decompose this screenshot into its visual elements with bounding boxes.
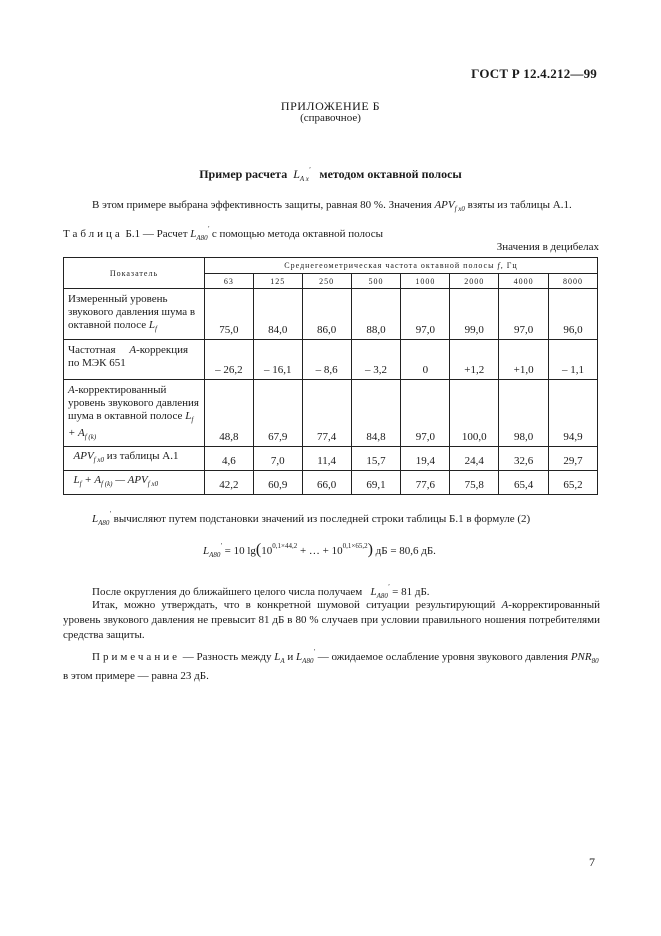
table-cell: 98,0 xyxy=(499,380,549,447)
indicator-header: Показатель xyxy=(64,258,205,289)
freq-cell: 4000 xyxy=(499,274,549,289)
rounding-paragraph: После округления до ближайшего целого числа получаем $L_{A80}' = 81$ дБ. xyxy=(92,583,430,600)
table-cell: 77,6 xyxy=(401,471,450,495)
row-label: $L_f + A_{f (k)}$ — $APV_{f x0}$ xyxy=(64,471,205,495)
table-cell: 32,6 xyxy=(499,447,549,471)
table-cell: 29,7 xyxy=(549,447,598,471)
table-cell: 66,0 xyxy=(302,471,351,495)
row-label: Измеренный уровень звукового давления шума в октавной полосе $L_f$ xyxy=(64,289,205,340)
intro-paragraph: В этом примере выбрана эффективность защиты, равная 80 %. Значения $APV_{f x0}$ взяты из таблицы А.1. xyxy=(92,199,572,213)
table-cell: 67,9 xyxy=(253,380,302,447)
table-cell: – 26,2 xyxy=(204,340,253,380)
note-paragraph: Примечание — Разность между $L_A$ и $L_{A80}'$ — ожидаемое ослабление уровня звукового давления $PNR_{80}$ в этом примере — равна 23 дБ. xyxy=(63,648,599,682)
table-cell: 69,1 xyxy=(351,471,401,495)
formula: $L_{A80}' = 10$ $\lg(10^{0,1\times 44,2}$ + … + $10^{0,1\times 65,2}$) дБ = 80,6 дБ. xyxy=(203,541,436,559)
table-cell: – 1,1 xyxy=(549,340,598,380)
appendix-subtitle: (справочное) xyxy=(300,112,361,124)
table-cell: 97,0 xyxy=(499,289,549,340)
table-cell: 99,0 xyxy=(450,289,499,340)
table-cell: +1,0 xyxy=(499,340,549,380)
table-cell: 84,8 xyxy=(351,380,401,447)
calc-table xyxy=(63,257,598,495)
table-cell: 24,4 xyxy=(450,447,499,471)
table-row xyxy=(64,471,598,495)
table-cell: 7,0 xyxy=(253,447,302,471)
table-cell: 4,6 xyxy=(204,447,253,471)
table-cell: 97,0 xyxy=(401,289,450,340)
freq-cell: 8000 xyxy=(549,274,598,289)
table-row xyxy=(64,380,598,447)
table-cell: 84,0 xyxy=(253,289,302,340)
table-cell: 94,9 xyxy=(549,380,598,447)
freq-cell: 125 xyxy=(253,274,302,289)
table-cell: 86,0 xyxy=(302,289,351,340)
freq-cell: 250 xyxy=(302,274,351,289)
table-row xyxy=(64,340,598,380)
table-cell: 48,8 xyxy=(204,380,253,447)
freq-cell: 2000 xyxy=(450,274,499,289)
table-cell: 100,0 xyxy=(450,380,499,447)
table-cell: 75,8 xyxy=(450,471,499,495)
table-caption: Таблица Б.1 — Расчет $L_{A80}'$ с помощью метода октавной полосы xyxy=(63,225,384,242)
table-cell: 60,9 xyxy=(253,471,302,495)
page-number: 7 xyxy=(589,855,595,869)
table-cell: 97,0 xyxy=(401,380,450,447)
table-cell: – 8,6 xyxy=(302,340,351,380)
freq-cell: 63 xyxy=(204,274,253,289)
row-label: $APV_{f x0}$ из таблицы А.1 xyxy=(64,447,205,471)
row-label: Частотная A-коррекция по МЭК 651 xyxy=(64,340,205,380)
table-cell: 15,7 xyxy=(351,447,401,471)
table-cell: 88,0 xyxy=(351,289,401,340)
frequency-header: Среднегеометрическая частота октавной полосы f, Гц xyxy=(204,258,597,274)
table-row xyxy=(64,447,598,471)
appendix-title: ПРИЛОЖЕНИЕ Б xyxy=(280,99,381,113)
conclusion-paragraph: Итак, можно утверждать, что в конкретной шумовой ситуации результирующий A-корректированный уровень звукового давления не превысит 81 дБ в 80 % случаев при условии правильного ношения потребителями средства защиты. xyxy=(63,599,600,641)
table-cell: 19,4 xyxy=(401,447,450,471)
table-cell: 77,4 xyxy=(302,380,351,447)
freq-cell: 500 xyxy=(351,274,401,289)
table-cell: 65,4 xyxy=(499,471,549,495)
table-cell: +1,2 xyxy=(450,340,499,380)
example-title: Пример расчета $L_{A x}'$ методом октавной полосы xyxy=(199,166,462,183)
table-cell: – 16,1 xyxy=(253,340,302,380)
table-cell: 96,0 xyxy=(549,289,598,340)
computation-paragraph: $L_{A80}'$ вычисляют путем подстановки значений из последней строки таблицы Б.1 в формуле (2) xyxy=(92,510,531,527)
row-label: A-корректированный уровень звукового давления шума в октавной полосе $L_f + A_{f (k)}$ xyxy=(64,380,205,447)
freq-cell: 1000 xyxy=(401,274,450,289)
units-note: Значения в децибелах xyxy=(496,241,599,253)
table-cell: 75,0 xyxy=(204,289,253,340)
table-cell: 42,2 xyxy=(204,471,253,495)
table-cell: 11,4 xyxy=(302,447,351,471)
table-cell: – 3,2 xyxy=(351,340,401,380)
table-cell: 0 xyxy=(401,340,450,380)
table-row xyxy=(64,289,598,340)
table-cell: 65,2 xyxy=(549,471,598,495)
standard-number: ГОСТ Р 12.4.212—99 xyxy=(471,66,597,81)
